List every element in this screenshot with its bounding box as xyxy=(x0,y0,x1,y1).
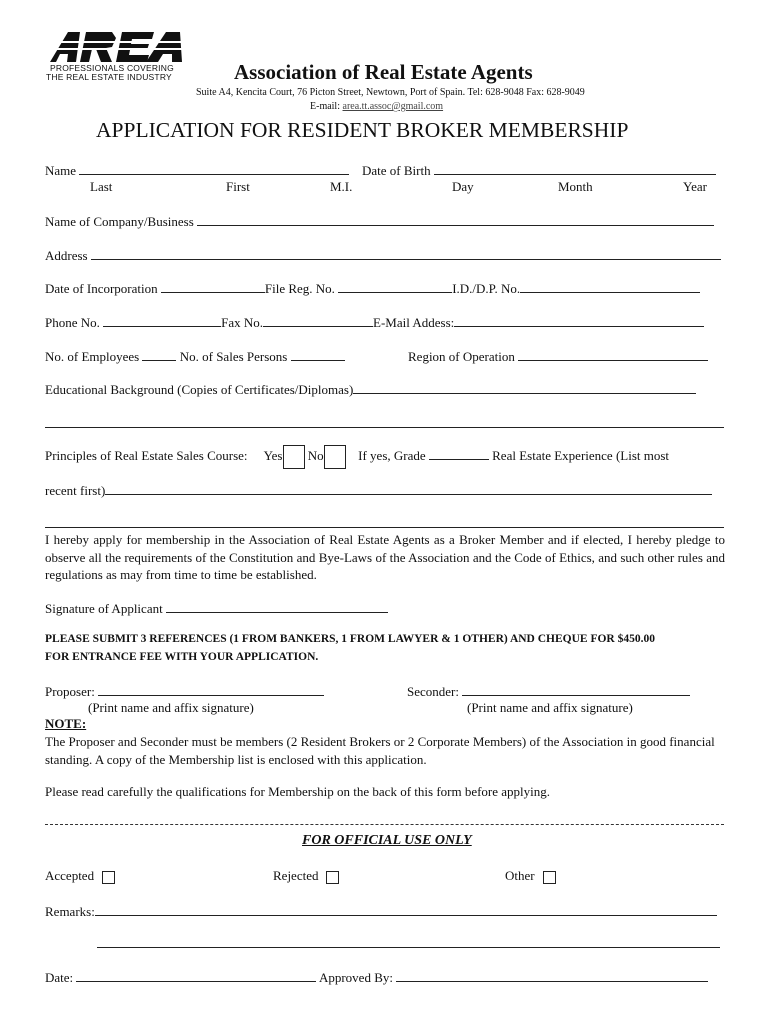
signature-row xyxy=(45,600,388,617)
org-name: Association of Real Estate Agents xyxy=(234,60,533,84)
address-field[interactable] xyxy=(91,247,721,260)
id-dp-label: I.D./D.P. No. xyxy=(452,281,521,296)
remarks-field[interactable] xyxy=(95,903,717,916)
year-hint: Year xyxy=(683,179,707,194)
first-hint: First xyxy=(226,179,250,194)
fax-field[interactable] xyxy=(263,314,373,327)
official-divider xyxy=(45,824,724,825)
rejected-checkbox[interactable] xyxy=(326,871,339,884)
declaration-text: I hereby apply for membership in the Association of Real Estate Agents as a Broker Member and if elected, I hereby pledge to observe all the requirements of the Constitution and Bye-Laws of the Association and the Code of Ethics, and such other rules and regulations as may from time to time be established. xyxy=(45,532,725,582)
seconder-field[interactable] xyxy=(462,683,690,696)
mi-hint: M.I. xyxy=(330,179,353,194)
phone-label: Phone No. xyxy=(45,315,100,330)
submit-notice-2: FOR ENTRANCE FEE WITH YOUR APPLICATION. xyxy=(45,651,319,663)
recent-first-label: recent first) xyxy=(45,483,106,498)
grade-field[interactable] xyxy=(429,447,489,460)
employees-field[interactable] xyxy=(142,348,176,361)
principles-row xyxy=(45,444,669,469)
logo-tagline-2: THE REAL ESTATE INDUSTRY xyxy=(46,72,172,82)
last-hint: Last xyxy=(90,179,113,194)
other-checkbox[interactable] xyxy=(543,871,556,884)
region-field[interactable] xyxy=(518,348,708,361)
approved-by-field[interactable] xyxy=(396,969,708,982)
sales-persons-label: No. of Sales Persons xyxy=(179,349,288,364)
remarks-label: Remarks: xyxy=(45,904,95,919)
date-field[interactable] xyxy=(76,969,316,982)
yes-checkbox[interactable] xyxy=(283,445,305,469)
date-of-incorporation-field[interactable] xyxy=(161,280,265,293)
dob-field[interactable] xyxy=(434,162,716,175)
accepted-row xyxy=(45,868,115,884)
incorporation-row xyxy=(45,280,700,297)
email-address-field[interactable] xyxy=(454,314,704,327)
education-row xyxy=(45,381,696,398)
file-reg-field[interactable] xyxy=(338,280,452,293)
org-email-link[interactable]: area.tt.assoc@gmail.com xyxy=(342,101,444,112)
form-title: APPLICATION FOR RESIDENT BROKER MEMBERSHIP xyxy=(96,118,629,142)
org-address: Suite A4, Kencita Court, 76 Picton Street, Newtown, Port of Spain. Tel: 628-9048 Fax: 628-9049 xyxy=(196,87,585,98)
employees-row xyxy=(45,348,345,365)
proposer-row xyxy=(45,683,324,700)
phone-field[interactable] xyxy=(103,314,221,327)
note-text: The Proposer and Seconder must be members (2 Resident Brokers or 2 Corporate Members) of the Association in good financial standing. A copy of the Membership list is enclosed with this application. xyxy=(45,734,715,767)
other-label: Other xyxy=(505,868,535,883)
phone-row xyxy=(45,314,704,331)
date-label: Date: xyxy=(45,970,74,985)
date-of-incorporation-label: Date of Incorporation xyxy=(45,281,158,296)
accepted-checkbox[interactable] xyxy=(102,871,115,884)
org-email-label: E-mail: xyxy=(310,101,340,112)
other-row xyxy=(505,868,556,884)
approved-by-label: Approved By: xyxy=(318,970,393,985)
date-row xyxy=(45,969,708,986)
rejected-row xyxy=(273,868,339,884)
proposer-hint: (Print name and affix signature) xyxy=(88,700,254,715)
region-row xyxy=(408,348,708,365)
address-row xyxy=(45,247,721,264)
id-dp-field[interactable] xyxy=(520,280,700,293)
fax-label: Fax No. xyxy=(221,315,264,330)
proposer-label: Proposer: xyxy=(45,684,95,699)
file-reg-label: File Reg. No. xyxy=(264,281,335,296)
seconder-hint: (Print name and affix signature) xyxy=(467,700,633,715)
experience-field-line-2[interactable] xyxy=(45,527,724,528)
employees-label: No. of Employees xyxy=(45,349,140,364)
area-logo-graphic xyxy=(46,30,194,64)
principles-label: Principles of Real Estate Sales Course: xyxy=(45,448,248,463)
company-label: Name of Company/Business xyxy=(45,214,194,229)
education-label: Educational Background (Copies of Certificates/Diplomas) xyxy=(45,382,354,397)
remarks-field-line-2[interactable] xyxy=(97,947,720,948)
logo-tagline-1: PROFESSIONALS COVERING xyxy=(50,63,174,73)
official-heading: FOR OFFICIAL USE ONLY xyxy=(302,833,472,848)
experience-label: Real Estate Experience (List most xyxy=(492,448,670,463)
accepted-label: Accepted xyxy=(45,868,95,883)
experience-field[interactable] xyxy=(105,482,712,495)
no-label: No xyxy=(307,448,324,463)
company-row xyxy=(45,213,714,230)
area-logo xyxy=(46,30,194,82)
company-field[interactable] xyxy=(197,213,714,226)
proposer-field[interactable] xyxy=(98,683,324,696)
dob-label: Date of Birth xyxy=(362,163,431,178)
dob-row xyxy=(362,162,716,179)
seconder-label: Seconder: xyxy=(407,684,459,699)
day-hint: Day xyxy=(452,179,474,194)
remarks-row xyxy=(45,903,717,920)
education-field[interactable] xyxy=(353,381,696,394)
signature-label: Signature of Applicant xyxy=(45,601,163,616)
month-hint: Month xyxy=(558,179,593,194)
email-address-label: E-Mail Addess: xyxy=(373,315,455,330)
rejected-label: Rejected xyxy=(273,868,319,883)
org-email-line xyxy=(310,101,443,112)
name-row xyxy=(45,162,349,179)
yes-label: Yes xyxy=(263,448,283,463)
name-field[interactable] xyxy=(79,162,349,175)
submit-notice-1: PLEASE SUBMIT 3 REFERENCES (1 FROM BANKERS, 1 FROM LAWYER & 1 OTHER) AND CHEQUE FOR $450.00 xyxy=(45,633,655,645)
address-label: Address xyxy=(45,248,88,263)
sales-persons-field[interactable] xyxy=(291,348,345,361)
region-label: Region of Operation xyxy=(408,349,515,364)
education-field-line-2[interactable] xyxy=(45,427,724,428)
note-heading: NOTE: xyxy=(45,716,87,731)
seconder-row xyxy=(407,683,690,700)
grade-label: If yes, Grade xyxy=(358,448,426,463)
signature-field[interactable] xyxy=(166,600,388,613)
name-label: Name xyxy=(45,163,77,178)
recent-first-row xyxy=(45,482,712,499)
no-checkbox[interactable] xyxy=(324,445,346,469)
read-notice: Please read carefully the qualifications for Membership on the back of this form before applying. xyxy=(45,784,551,799)
